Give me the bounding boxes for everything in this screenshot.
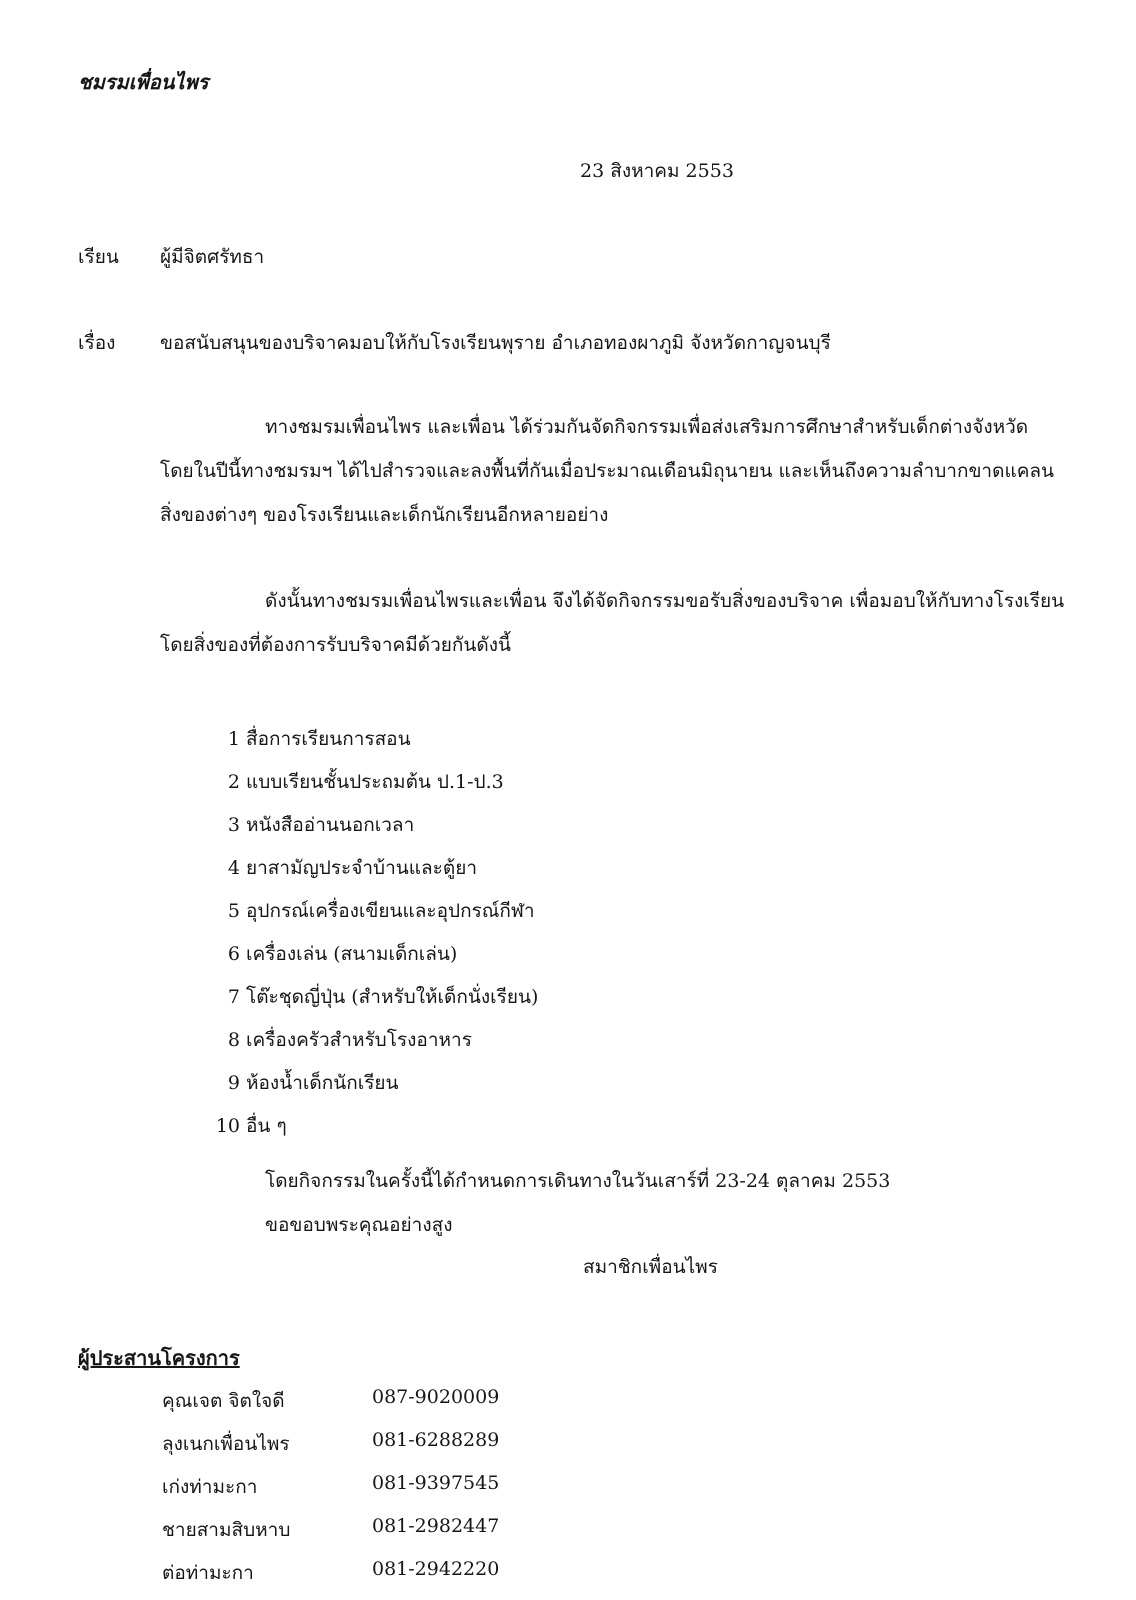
schedule-line: โดยกิจกรรมในครั้งนี้ได้กำหนดการเดินทางในวันเสาร์ที่ 23-24 ตุลาคม 2553 (265, 1170, 891, 1192)
subject-value: ขอสนับสนุนของบริจาคมอบให้กับโรงเรียนพุราย อำเภอทองผาภูมิ จังหวัดกาญจนบุรี (160, 332, 831, 354)
list-item: 3 หนังสืออ่านนอกเวลา (227, 814, 415, 836)
contact-phone: 081-2982447 (372, 1515, 500, 1537)
contact-phone: 081-6288289 (372, 1429, 500, 1451)
contact-phone: 081-9397545 (372, 1472, 500, 1494)
letter-date: 23 สิงหาคม 2553 (580, 160, 734, 182)
list-item: 10 อื่น ๆ (215, 1115, 287, 1137)
coordinators-heading: ผู้ประสานโครงการ (78, 1346, 240, 1370)
contact-phone: 087-9020009 (372, 1386, 500, 1408)
list-item: 8 เครื่องครัวสำหรับโรงอาหาร (227, 1029, 472, 1051)
list-item: 7 โต๊ะชุดญี่ปุ่น (สำหรับให้เด็กนั่งเรียน) (227, 986, 539, 1008)
list-item: 9 ห้องน้ำเด็กนักเรียน (227, 1072, 399, 1094)
paragraph-2-line-1: ดังนั้นทางชมรมเพื่อนไพรและเพื่อน จึงได้จัดกิจกรรมขอรับสิ่งของบริจาค เพื่อมอบให้กับทางโรงเรียน (265, 590, 1065, 612)
signature: สมาชิกเพื่อนไพร (583, 1256, 718, 1278)
subject-label: เรื่อง (78, 332, 116, 354)
addressee-label: เรียน (78, 246, 119, 268)
paragraph-1-line-2: โดยในปีนี้ทางชมรมฯ ได้ไปสำรวจและลงพื้นที่กันเมื่อประมาณเดือนมิถุนายน และเห็นถึงความลำบากขาดแคลน (160, 460, 1055, 482)
organization-name: ชมรมเพื่อนไพร (78, 70, 209, 94)
list-item: 6 เครื่องเล่น (สนามเด็กเล่น) (227, 943, 458, 965)
contact-name: ต่อท่ามะกา (162, 1562, 254, 1584)
list-item: 4 ยาสามัญประจำบ้านและตู้ยา (227, 857, 478, 879)
contact-name: คุณเจต จิตใจดี (162, 1390, 285, 1412)
contact-name: ลุงเนกเพื่อนไพร (162, 1433, 290, 1455)
paragraph-2-line-2: โดยสิ่งของที่ต้องการรับบริจาคมีด้วยกันดังนี้ (160, 634, 511, 656)
thanks-line: ขอขอบพระคุณอย่างสูง (265, 1214, 453, 1236)
contact-name: ชายสามสิบหาบ (162, 1519, 291, 1541)
contact-name: เก่งท่ามะกา (162, 1476, 258, 1498)
addressee-value: ผู้มีจิตศรัทธา (160, 246, 265, 268)
list-item: 5 อุปกรณ์เครื่องเขียนและอุปกรณ์กีฬา (227, 900, 535, 922)
contact-phone: 081-2942220 (372, 1558, 500, 1580)
list-item: 2 แบบเรียนชั้นประถมต้น ป.1-ป.3 (227, 771, 504, 793)
paragraph-1-line-1: ทางชมรมเพื่อนไพร และเพื่อน ได้ร่วมกันจัดกิจกรรมเพื่อส่งเสริมการศึกษาสำหรับเด็กต่างจังหวัด (265, 416, 1029, 438)
list-item: 1 สื่อการเรียนการสอน (227, 728, 411, 750)
paragraph-1-line-3: สิ่งของต่างๆ ของโรงเรียนและเด็กนักเรียนอีกหลายอย่าง (160, 504, 609, 526)
